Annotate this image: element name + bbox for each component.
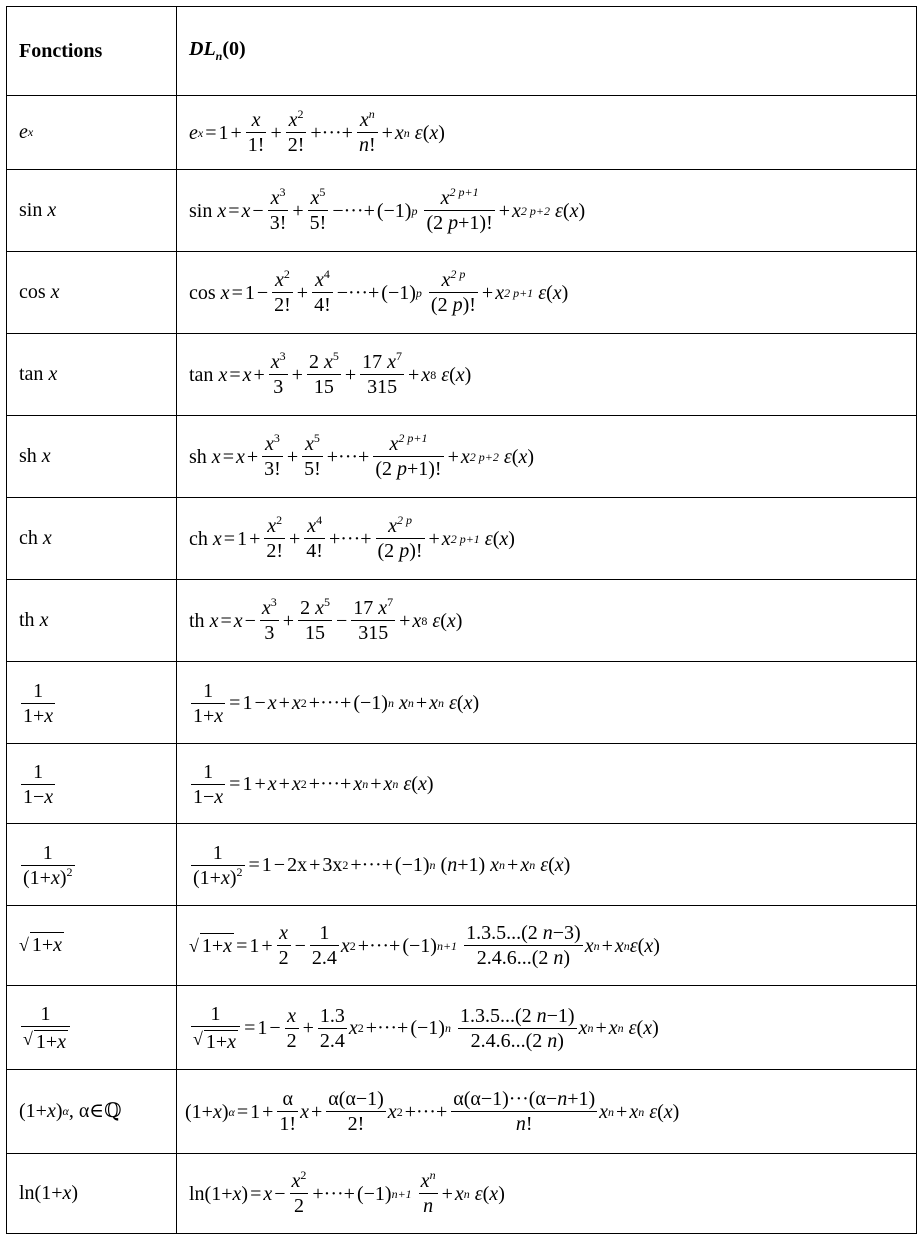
expansion-cell: sin x = x − $\frac{x^3}{3!}$ + $\frac{x^5}{5!}$ −···+ (−1) p $x^{2 p+1}$ (2 p+1)! + x 2 p+2 ε ( x )	[177, 170, 917, 252]
expansion-cell: sh x = x + $\frac{x^3}{3!}$ + $\frac{x^5}{5!}$ +···+ $\frac{x^{2 p+1}}{(2 p+1)!}$ + x 2 p+2 ε ( x )	[177, 416, 917, 498]
table-row	[7, 170, 917, 252]
function-cell: ln(1+ x )	[7, 1154, 177, 1234]
expansion-cell: (1+ x ) α = 1 + $\frac{\alpha}{1!}$ x + $\frac{\alpha(\alpha-1)}{2!}$ x 2 +···+ $\frac{\alpha(\alpha-1)\cdot\cdot\cdot(\alpha-n+1)}{n!}$ x n + x n ε ( x )	[177, 1070, 917, 1154]
expansion-cell: tan x = x + $\frac{x^3}{3}$ + $\frac{2 x^5}{15}$ + $\frac{17 x^7}{315}$ + x 8 ε ( x )	[177, 334, 917, 416]
expansion-cell: e x = 1 + $\frac{x}{1!}$ + $\frac{x^2}{2!}$ +···+ $\frac{x^n}{n!}$ + x n ε ( x )	[177, 96, 917, 170]
table-row	[7, 662, 917, 744]
table-row	[7, 252, 917, 334]
header-row	[7, 7, 917, 96]
expansion-cell: cos x = 1 − $\frac{x^2}{2!}$ + $\frac{x^4}{4!}$ −···+ (−1) p $x^{2 p}$ (2 p)! + x 2 p+1 ε ( x )	[177, 252, 917, 334]
expansion-cell: ch x = 1 + $\frac{x^2}{2!}$ + $\frac{x^4}{4!}$ +···+ $\frac{x^{2 p}}{(2 p)!}$ + x 2 p+1 ε ( x )	[177, 498, 917, 580]
function-cell: √ 1+x	[7, 906, 177, 986]
expansion-cell: $\frac{1}{(1+x)^2}$ = 1 − 2x + 3x 2 +···+ (−1) n ( n +1) x n + x n ε ( x )	[177, 824, 917, 906]
function-cell: 1 $(1+x)^2$	[7, 824, 177, 906]
function-cell: 1 √ 1+x	[7, 986, 177, 1070]
table-row	[7, 580, 917, 662]
expansion-cell: $\frac{1}{1+x}$ = 1 − x + x 2 +···+ (−1) n x n + x n ε ( x )	[177, 662, 917, 744]
header-dl: $DL_n(0)$	[177, 7, 917, 96]
table-row	[7, 1070, 917, 1154]
table-row	[7, 906, 917, 986]
dl-table	[6, 6, 917, 1234]
function-cell: cos x	[7, 252, 177, 334]
expansion-cell: th x = x − $\frac{x^3}{3}$ + $\frac{2 x^5}{15}$ − $\frac{17 x^7}{315}$ + x 8 ε ( x )	[177, 580, 917, 662]
function-cell: tan x	[7, 334, 177, 416]
table-row	[7, 744, 917, 824]
function-cell: e x	[7, 96, 177, 170]
table-row	[7, 498, 917, 580]
expansion-cell: √ 1+x = 1 + $\frac{x}{2}$ − $\frac{1}{2.4}$ x 2 +···+ (−1) n+1 1.3.5...(2 n−3) 2.4.6...(2 n) x n + x n ε ( x )	[177, 906, 917, 986]
expansion-cell: ln(1+ x ) = x − $\frac{x^2}{2}$ +···+ (−1) n+1 $x^n$ n + x n ε ( x )	[177, 1154, 917, 1234]
function-cell: 1 1+x	[7, 662, 177, 744]
function-cell: 1 1−x	[7, 744, 177, 824]
function-cell: th x	[7, 580, 177, 662]
function-cell: (1+ x ) α , α∈ℚ	[7, 1070, 177, 1154]
table-row	[7, 416, 917, 498]
function-cell: sin x	[7, 170, 177, 252]
table-row	[7, 824, 917, 906]
header-fonctions: Fonctions	[7, 7, 177, 96]
table-row	[7, 96, 917, 170]
function-cell: sh x	[7, 416, 177, 498]
table-row	[7, 334, 917, 416]
table-row	[7, 986, 917, 1070]
table-row	[7, 1154, 917, 1234]
expansion-cell: 1 √ 1+x = 1 − $\frac{x}{2}$ + $\frac{1.3}{2.4}$ x 2 +···+ (−1) n 1.3.5...(2 n−1) 2.4.6...(2 n) x n + x n ε ( x )	[177, 986, 917, 1070]
function-cell: ch x	[7, 498, 177, 580]
expansion-cell: $\frac{1}{1-x}$ = 1 + x + x 2 +···+ x n + x n ε ( x )	[177, 744, 917, 824]
